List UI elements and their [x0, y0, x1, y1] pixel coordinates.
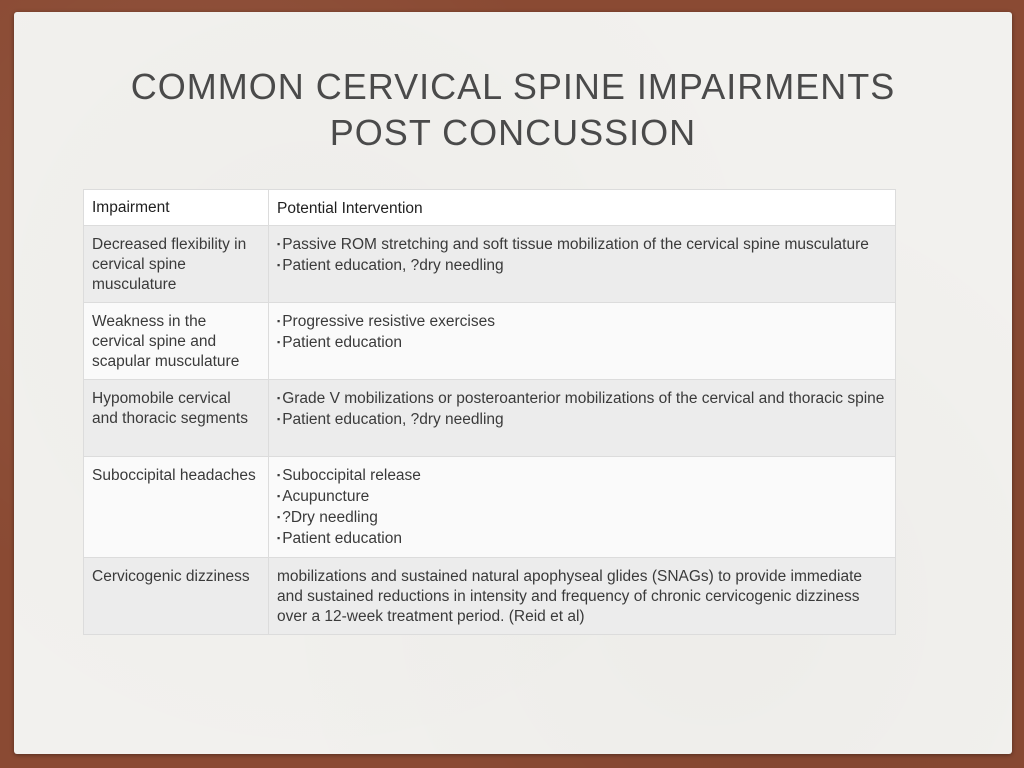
table-row — [84, 380, 896, 457]
header-potential-intervention: Potential Intervention — [269, 190, 896, 226]
intervention-cell — [269, 303, 896, 380]
bullet-icon: ▪ — [277, 337, 281, 347]
table-header-row — [84, 190, 896, 226]
bullet-icon: ▪ — [277, 470, 281, 480]
table-row — [84, 558, 896, 635]
intervention-item: ▪ Progressive resistive exercises — [277, 313, 495, 330]
table-row — [84, 457, 896, 558]
bullet-icon: ▪ — [277, 316, 281, 326]
intervention-cell — [269, 380, 896, 457]
intervention-item: ▪ ?Dry needling — [277, 509, 378, 526]
intervention-item: ▪ Patient education, ?dry needling — [277, 411, 504, 428]
bullet-icon: ▪ — [277, 239, 281, 249]
bullet-icon: ▪ — [277, 533, 281, 543]
bullet-icon: ▪ — [277, 491, 281, 501]
intervention-cell — [269, 457, 896, 558]
header-impairment: Impairment — [84, 190, 269, 226]
title-line-2: POST CONCUSSION — [329, 112, 697, 153]
impairment-cell: Suboccipital headaches — [84, 457, 269, 558]
intervention-item: ▪ Grade V mobilizations or posteroanterior mobilizations of the cervical and thoracic spine — [277, 390, 885, 407]
intervention-item: ▪ Passive ROM stretching and soft tissue mobilization of the cervical spine musculature — [277, 236, 869, 253]
table-row — [84, 303, 896, 380]
title-line-1: COMMON CERVICAL SPINE IMPAIRMENTS — [130, 66, 896, 107]
table-row — [84, 226, 896, 303]
intervention-item: ▪ Suboccipital release — [277, 467, 421, 484]
impairments-table — [83, 189, 896, 635]
bullet-icon: ▪ — [277, 512, 281, 522]
intervention-item: ▪ Patient education — [277, 530, 402, 547]
impairment-cell: Decreased flexibility in cervical spine musculature — [84, 226, 269, 303]
intervention-cell: mobilizations and sustained natural apophyseal glides (SNAGs) to provide immediate and sustained reductions in intensity and frequency of chronic cervicogenic dizziness over a 12-week treatment period. (Reid et al) — [269, 558, 896, 635]
slide-title — [14, 64, 1012, 156]
bullet-icon: ▪ — [277, 260, 281, 270]
impairment-cell: Cervicogenic dizziness — [84, 558, 269, 635]
intervention-item: ▪ Acupuncture — [277, 488, 370, 505]
intervention-item: ▪ Patient education — [277, 334, 402, 351]
bullet-icon: ▪ — [277, 414, 281, 424]
intervention-item: ▪ Patient education, ?dry needling — [277, 257, 504, 274]
intervention-cell — [269, 226, 896, 303]
bullet-icon: ▪ — [277, 393, 281, 403]
impairment-cell: Hypomobile cervical and thoracic segments — [84, 380, 269, 457]
impairment-cell: Weakness in the cervical spine and scapular musculature — [84, 303, 269, 380]
